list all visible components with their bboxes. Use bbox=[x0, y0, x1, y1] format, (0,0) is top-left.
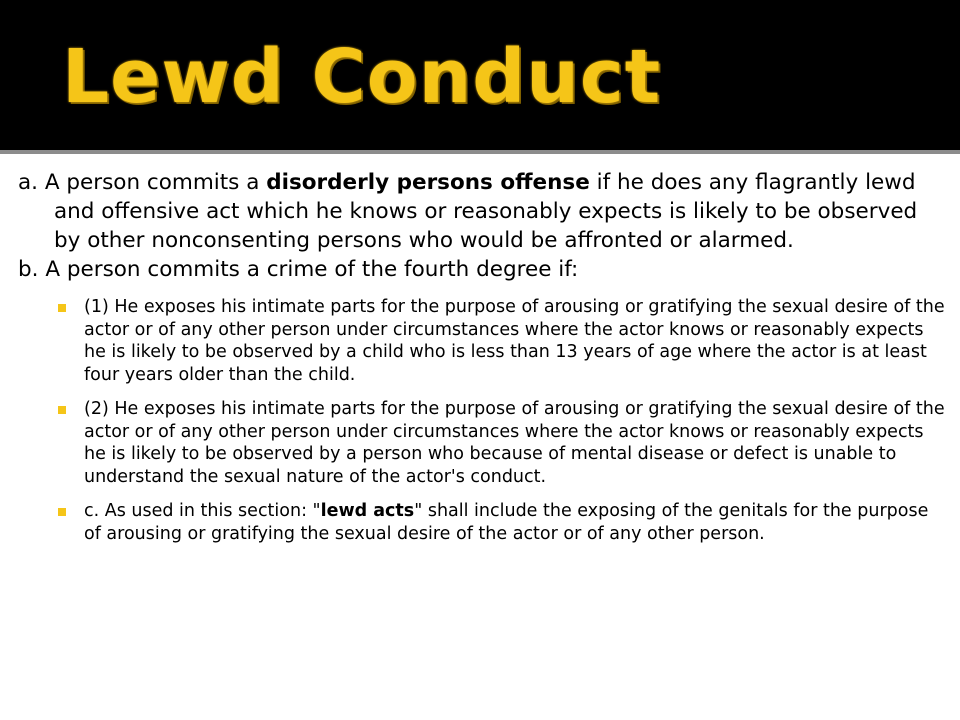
list-item bbox=[18, 500, 950, 545]
square-bullet-icon bbox=[58, 304, 66, 312]
title-divider bbox=[0, 150, 960, 154]
slide-title: Lewd Conduct bbox=[62, 34, 662, 120]
slide-content bbox=[18, 168, 950, 557]
list-item bbox=[18, 398, 950, 488]
list-item-text: (1) He exposes his intimate parts for the purpose of arousing or gratifying the sexual desire of the actor or of any other person under circumstances where the actor knows or reasonably expects he is likely to be observed by a child who is less than 13 years of age where the actor is at least four years older than the child. bbox=[84, 297, 945, 385]
list-item-suffix: " shall include the exposing of the genitals for the purpose of arousing or gratifying the sexual desire of the actor or of any other person. bbox=[84, 501, 929, 544]
list-item-bold: lewd acts bbox=[320, 501, 415, 521]
square-bullet-icon bbox=[58, 406, 66, 414]
paragraph-a-prefix: a. A person commits a bbox=[18, 170, 267, 195]
paragraph-a-bold: disorderly persons offense bbox=[266, 170, 590, 195]
sub-list bbox=[18, 296, 950, 545]
square-bullet-icon bbox=[58, 508, 66, 516]
paragraph-a bbox=[18, 168, 950, 255]
paragraph-a-suffix: if he does any flagrantly lewd and offensive act which he knows or reasonably expects is likely to be observed by other nonconsenting persons who would be affronted or alarmed. bbox=[54, 170, 918, 253]
list-item-text: (2) He exposes his intimate parts for the purpose of arousing or gratifying the sexual desire of the actor or of any other person under circumstances where the actor knows or reasonably expects he is likely to be observed by a person who because of mental disease or defect is unable to understand the sexual nature of the actor's conduct. bbox=[84, 399, 945, 487]
list-item bbox=[18, 296, 950, 386]
list-item-prefix: c. As used in this section: " bbox=[84, 501, 321, 521]
paragraph-b: b. A person commits a crime of the fourth degree if: bbox=[18, 257, 579, 282]
